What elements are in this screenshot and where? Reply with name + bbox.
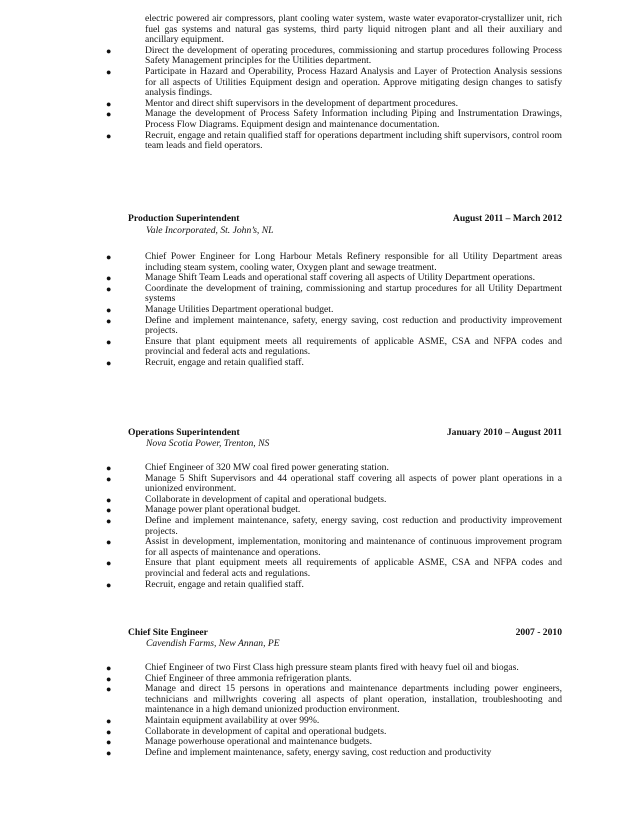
bullet-icon: ●	[106, 273, 112, 284]
job-bullet-list	[106, 251, 562, 369]
list-item	[106, 578, 562, 591]
bullet-icon: ●	[106, 726, 112, 737]
list-item-text: Chief Engineer of two First Class high pressure steam plants fired with heavy fuel oil and biogas.	[145, 662, 519, 673]
list-item	[106, 662, 562, 674]
list-item	[106, 514, 562, 537]
job-company: Nova Scotia Power, Trenton, NS	[146, 438, 270, 449]
list-item-text: Recruit, engage and retain qualified staff.	[145, 578, 304, 590]
bullet-icon: ●	[106, 283, 112, 294]
list-item	[106, 714, 562, 727]
list-item-text: Maintain equipment availability at over 99%.	[145, 714, 320, 726]
list-item	[106, 462, 562, 474]
list-item-text: Ensure that plant equipment meets all requirements of applicable ASME, CSA and NFPA codes and provincial and federal acts and regulations.	[145, 335, 562, 358]
bullet-icon: ●	[106, 463, 112, 473]
list-item-text: Manage Shift Team Leads and operational staff covering all aspects of Utility Department operations.	[145, 272, 536, 284]
list-item-text: Assist in development, implementation, monitoring and maintenance of continuous improvement program for all aspects of maintenance and operations.	[145, 536, 562, 558]
bullet-icon: ●	[106, 663, 112, 673]
list-item	[106, 65, 562, 99]
list-item	[106, 557, 562, 579]
list-item	[106, 129, 562, 152]
bullet-icon: ●	[106, 357, 112, 368]
list-item	[106, 282, 562, 305]
list-item	[106, 335, 562, 358]
job-bullet-list	[106, 662, 562, 758]
bullet-icon: ●	[106, 515, 112, 526]
job-bullet-list	[106, 462, 562, 590]
job-dates: 2007 - 2010	[515, 627, 562, 638]
list-item-text: Chief Engineer of 320 MW coal fired power generating station.	[145, 462, 389, 473]
top-bullet-list	[106, 13, 562, 152]
job-title: Chief Site Engineer	[128, 627, 208, 638]
bullet-icon: ●	[106, 747, 112, 758]
list-item-text: Manage the development of Process Safety Information including Piping and Instrumentation Drawings, Process Flow Diagrams. Equipment design and maintenance documentation.	[145, 108, 562, 130]
bullet-icon: ●	[106, 737, 112, 748]
list-item-text: Define and implement maintenance, safety, energy saving, cost reduction and productivity	[145, 746, 492, 758]
bullet-icon: ●	[106, 130, 112, 141]
list-item-text: Coordinate the development of training, commissioning and startup procedures for all Utility Department systems	[145, 282, 562, 305]
job-heading	[128, 627, 562, 638]
job-dates: August 2011 – March 2012	[452, 213, 562, 224]
bullet-icon: ●	[106, 505, 112, 516]
list-item-text: Participate in Hazard and Operability, Process Hazard Analysis and Layer of Protection Analysis sessions for all aspects of Utilities Equipment design and operation. Approve mitigating design changes to satisfy analysis findings.	[145, 65, 562, 99]
list-item	[106, 536, 562, 558]
bullet-icon: ●	[106, 673, 112, 684]
list-item	[106, 356, 562, 369]
list-item-text: Recruit, engage and retain qualified staff for operations department including shift supervisors, control room team leads and field operators.	[145, 129, 562, 152]
list-item-text: Recruit, engage and retain qualified staff.	[145, 356, 304, 368]
list-item-text: Define and implement maintenance, safety, energy saving, cost reduction and productivity improvement projects.	[145, 314, 562, 337]
list-item-text: Chief Power Engineer for Long Harbour Metals Refinery responsible for all Utility Department areas including steam system, cooling water, Oxygen plant and sewage treatment.	[145, 251, 562, 273]
bullet-icon: ●	[106, 715, 112, 726]
bullet-icon: ●	[106, 558, 112, 569]
job-company: Cavendish Farms, New Annan, PE	[146, 638, 280, 649]
list-item-text: Manage Utilities Department operational budget.	[145, 303, 334, 315]
bullet-icon: ●	[106, 494, 112, 505]
bullet-icon: ●	[106, 252, 112, 262]
bullet-icon: ●	[106, 304, 112, 315]
bullet-icon: ●	[106, 537, 112, 548]
job-title: Production Superintendent	[128, 213, 240, 224]
list-item	[106, 314, 562, 337]
bullet-icon: ●	[106, 98, 112, 109]
bullet-icon: ●	[106, 684, 112, 695]
list-item-text: Manage power plant operational budget.	[145, 504, 301, 516]
job-title: Operations Superintendent	[128, 427, 240, 438]
job-heading	[128, 427, 562, 438]
list-item	[118, 14, 562, 46]
bullet-icon: ●	[106, 579, 112, 590]
list-item-text: Ensure that plant equipment meets all requirements of applicable ASME, CSA and NFPA codes and provincial and federal acts and regulations.	[145, 557, 562, 579]
list-item	[106, 303, 562, 316]
job-dates: January 2010 – August 2011	[446, 427, 562, 438]
list-item-text: Collaborate in development of capital and operational budgets.	[145, 725, 387, 737]
list-item-text: Manage 5 Shift Supervisors and 44 operational staff covering all aspects of power plant operations in a unionized environment.	[145, 472, 562, 495]
bullet-icon: ●	[106, 336, 112, 347]
list-item-text: Chief Engineer of three ammonia refrigeration plants.	[145, 672, 352, 684]
list-item	[106, 472, 562, 495]
list-item	[106, 44, 562, 67]
list-item-text: Manage powerhouse operational and maintenance budgets.	[145, 736, 372, 748]
list-item-text: electric powered air compressors, plant cooling water system, waste water evaporator-crystallizer unit, rich fuel gas systems and natural gas systems, third party liquid nitrogen plant and all their auxiliary and ancillary equipment.	[145, 13, 562, 46]
list-item	[106, 251, 562, 273]
bullet-icon: ●	[106, 45, 112, 56]
job-company: Vale Incorporated, St. John’s, NL	[146, 225, 274, 236]
job-heading	[128, 213, 562, 224]
list-item	[106, 683, 562, 716]
bullet-icon: ●	[106, 315, 112, 326]
list-item	[106, 108, 562, 130]
bullet-icon: ●	[106, 109, 112, 120]
list-item-text: Direct the development of operating procedures, commissioning and startup procedures following Process Safety Management principles for the Utilities department.	[145, 44, 562, 67]
list-item-text: Manage and direct 15 persons in operations and maintenance departments including power engineers, technicians and millwrights covering all aspects of plant operation, installation, troubleshooting and maintenance in a high demand unionized production environment.	[145, 683, 562, 716]
list-item-text: Define and implement maintenance, safety, energy saving, cost reduction and productivity improvement projects.	[145, 514, 562, 537]
list-item	[106, 746, 562, 759]
bullet-icon: ●	[106, 66, 112, 77]
bullet-icon: ●	[106, 473, 112, 484]
list-item-text: Mentor and direct shift supervisors in the development of department procedures.	[145, 97, 459, 109]
list-item-text: Collaborate in development of capital and operational budgets.	[145, 493, 387, 505]
